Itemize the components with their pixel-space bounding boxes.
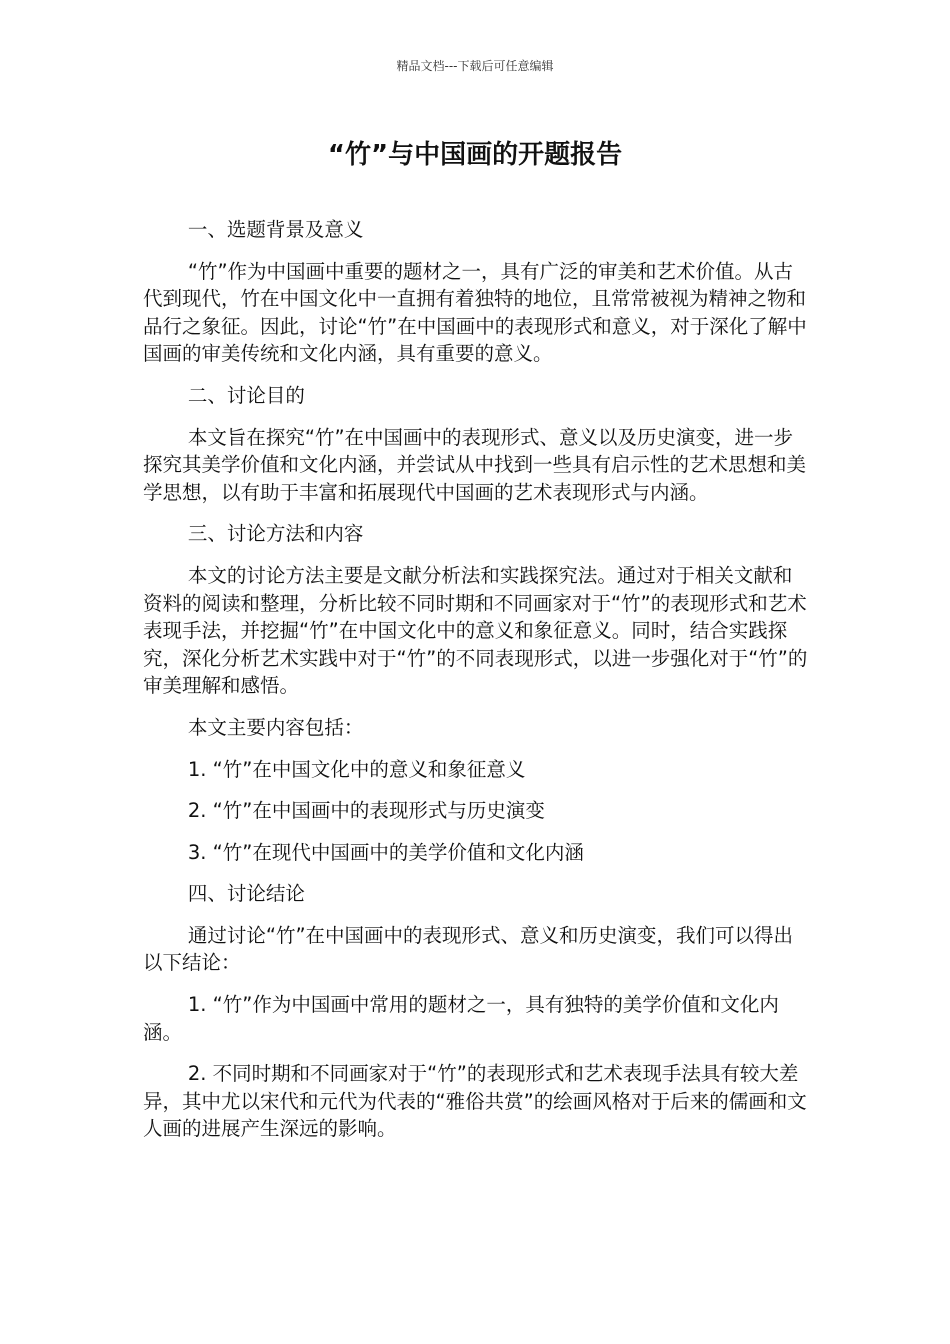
contents-item: 3. “竹”在现代中国画中的美学价值和文化内涵 [187,840,584,864]
contents-item: 1. “竹”在中国文化中的意义和象征意义 [187,757,526,781]
background-paragraph: “竹”作为中国画中重要的题材之一，具有广泛的审美和艺术价值。从古代到现代，竹在中国文化中一直拥有着独特的地位，且常常被视为精神之物和品行之象征。因此，讨论“竹”在中国画中的表现形式和意义，对于深化了解中国画的审美传统和文化内涵，具有重要的意义。 [143,259,807,366]
section-heading-conclusion: 四、讨论结论 [187,882,305,906]
section-heading-methods: 三、讨论方法和内容 [187,522,364,546]
section-heading-purpose: 二、讨论目的 [187,383,305,407]
document-title: “竹”与中国画的开题报告 [327,140,623,170]
methods-paragraph: 本文的讨论方法主要是文献分析法和实践探究法。通过对于相关文献和资料的阅读和整理，分析比较不同时期和不同画家对于“竹”的表现形式和艺术表现手法，并挖掘“竹”在中国文化中的意义和象征意义。同时，结合实践探究，深化分析艺术实践中对于“竹”的不同表现形式，以进一步强化对于“竹”的审美理解和感悟。 [143,563,808,698]
conclusion-intro: 通过讨论“竹”在中国画中的表现形式、意义和历史演变，我们可以得出以下结论： [143,923,794,975]
page-header: 精品文档---下载后可任意编辑 [396,59,554,73]
document-body [143,216,809,1157]
section-heading-background: 一、选题背景及意义 [187,218,364,241]
contents-intro: 本文主要内容包括： [187,715,364,739]
conclusion-item: 1. “竹”作为中国画中常用的题材之一，具有独特的美学价值和文化内涵。 [143,993,779,1044]
conclusion-item: 2. 不同时期和不同画家对于“竹”的表现形式和艺术表现手法具有较大差异，其中尤以宋代和元代为代表的“雅俗共赏”的绘画风格对于后来的儒画和文人画的进展产生深远的影响。 [143,1062,807,1141]
contents-item: 2. “竹”在中国画中的表现形式与历史演变 [187,799,545,823]
purpose-paragraph: 本文旨在探究“竹”在中国画中的表现形式、意义以及历史演变，进一步探究其美学价值和文化内涵，并尝试从中找到一些具有启示性的艺术思想和美学思想，以有助于丰富和拓展现代中国画的艺术表现形式与内涵。 [143,425,807,504]
